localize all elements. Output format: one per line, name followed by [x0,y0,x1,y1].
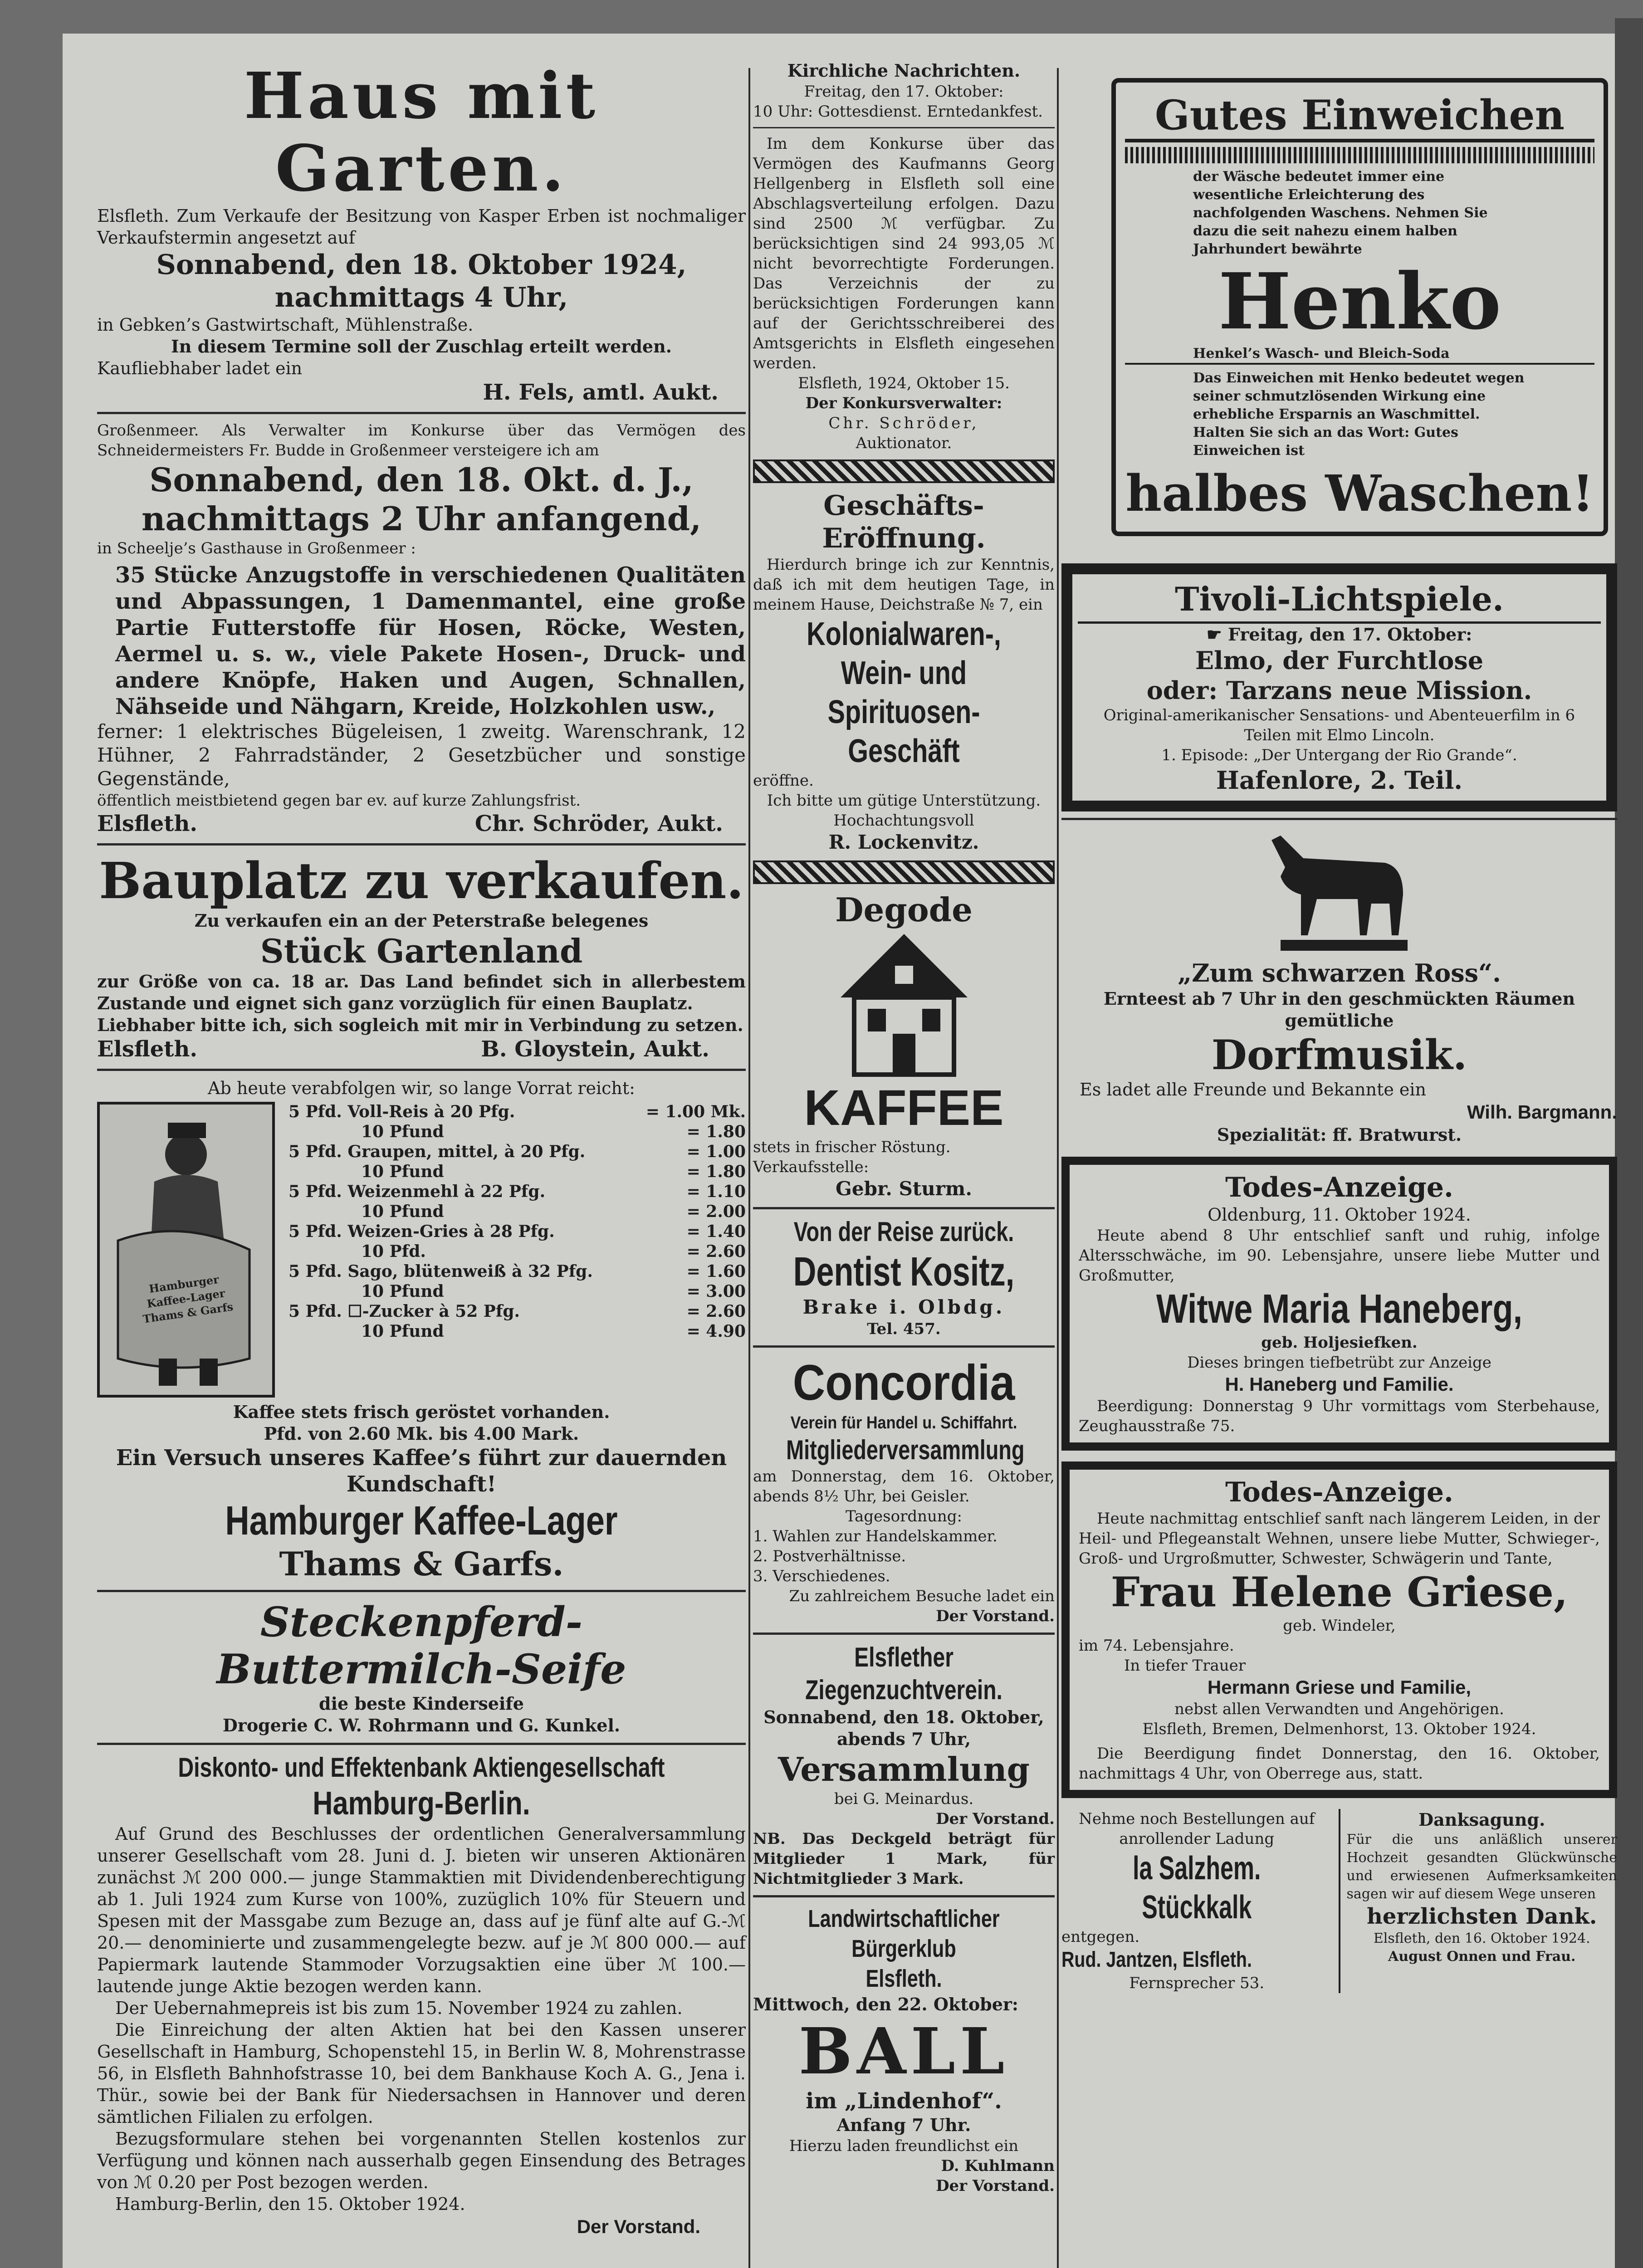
ad-headline: Dentist Kositz, [793,1249,1015,1295]
price-item: 5 Pfd. Weizen-Gries à 28 Pfg. = 1.40 10 Pfd. = 2.60 [289,1222,746,1261]
column-3 [1061,60,1617,1993]
ad-signature: H. Fels, amtl. Aukt. [483,380,719,405]
agenda-item: 3. Verschiedenes. [753,1567,890,1585]
ad-text: bei G. Meinardus. [834,1790,974,1808]
ad-text: Der Konkursverwalter: [805,394,1002,412]
ad-signature: August Onnen und Frau. [1388,1949,1576,1965]
ad-text: zur Größe von ca. 18 ar. Das Land befindet sich in allerbestem Zustande und eignet sich ganz vorzüglich für einen Bauplatz. [97,971,746,1013]
ad-headline: Hamburger Kaffee-Lager [225,1498,618,1544]
ad-paragraph: Hierdurch bringe ich zur Kenntnis, daß ich mit dem heutigen Tage, in meinem Hause, Deichstraße № 7, ein [753,556,1055,614]
ad-text: ferner: 1 elektrisches Bügeleisen, 1 zweitg. Warenschrank, 12 Hühner, 2 Fahrradständer, 2 Gesetzbücher und sonstige Gegenstände, [97,720,746,790]
ad-title: „Zum schwarzen Ross“. [1178,958,1501,987]
agenda-item: 2. Postverhältnisse. [753,1547,906,1565]
ad-text: Kaufliebhaber ladet ein [97,358,303,378]
ad-text: In tiefer Trauer [1124,1657,1246,1675]
ad-signature: Der Vorstand. [936,1607,1055,1625]
ad-paragraph: Beerdigung: Donnerstag 9 Uhr vormittags vom Sterbehause, Zeughausstraße 75. [1079,1397,1600,1435]
ad-text: entgegen. [1061,1928,1140,1946]
ad-paragraph: Der Uebernahmepreis ist bis zum 15. November 1924 zu zahlen. [115,1998,683,2018]
ad-kirchliche [753,60,1055,122]
ad-text: Elsfleth, 1924, Oktober 15. [798,374,1010,392]
ad-text: Dieses bringen tiefbetrübt zur Anzeige [1187,1354,1491,1372]
ad-title: Todes-Anzeige. [1225,1476,1453,1508]
ad-headline: Spirituosen-Geschäft [827,694,980,769]
ad-text: Spezialität: ff. Bratwurst. [1217,1124,1462,1145]
ad-signature: Der Vorstand. [577,2216,700,2237]
ad-headline: oder: Tarzans neue Mission. [1146,676,1532,705]
ad-text: Hochachtungsvoll [833,811,974,830]
column-rule [748,68,750,2268]
ad-title: Tivoli-Lichtspiele. [1078,580,1601,624]
price-item: 5 Pfd. Graupen, mittel, à 20 Pfg. = 1.00 10 Pfund = 1.80 [289,1142,746,1181]
ad-text: Das Einweichen mit Henko bedeutet wegen seiner schmutzlösenden Wirkung eine erhebliche Ersparnis an Waschmittel. Halten Sie sich an das Wort: Gutes Einweichen ist [1193,370,1525,459]
ad-title: Diskonto- und Effektenbank Aktiengesellschaft [178,1752,665,1783]
ad-text: Es ladet alle Freunde und Bekannte ein [1080,1080,1427,1100]
ad-bauplatz [97,852,746,1062]
ad-title: Gutes Einweichen [1125,92,1594,142]
ad-text: Mittwoch, den 22. Oktober: [753,1994,1018,2014]
ad-title: Elsfleth. [866,1965,942,1992]
ad-text: 1. Episode: „Der Untergang der Rio Grande“. [1161,746,1517,764]
ad-text: Anfang 7 Uhr. [836,2115,971,2135]
coffee-sack-porter-icon [97,1102,275,1398]
ad-place: Elsfleth. [97,1036,198,1062]
ad-paragraph: Heute nachmittag entschlief sanft nach längerem Leiden, in der Heil- und Pflegeanstalt Wehnen, unsere liebe Mutter, Schwieger-, Groß- und Urgroßmutter, Schwester, Schwägerin und Tante, [1079,1510,1600,1568]
ad-headline: Versammlung [778,1750,1030,1789]
ad-text: in Scheelje’s Gasthause in Großenmeer : [97,539,416,557]
ad-headline: Mitgliederversammlung [786,1435,1025,1465]
ad-signature: Hermann Griese und Familie, [1207,1677,1472,1698]
stripe-bar [1125,147,1594,163]
ad-text: Tel. 457. [867,1320,941,1338]
price-list [289,1102,746,1398]
ad-headline: KAFFEE [804,1080,1004,1136]
ad-date: Sonnabend, den 18. Oktober 1924, [156,249,687,281]
ad-paragraph: Heute abend 8 Uhr entschlief sanft und ruhig, infolge Altersschwäche, im 90. Lebensjahre, unsere liebe Mutter und Großmutter, [1079,1227,1600,1285]
divider [1061,818,1617,820]
ad-text: Auktionator. [856,434,952,452]
ad-degode-kaffee [753,890,1055,1201]
ad-headline: Wein- und [841,655,967,691]
ad-text: Elsfleth, Bremen, Delmenhorst, 13. Oktober 1924. [1142,1720,1536,1738]
ad-text: Ein Versuch unseres Kaffee’s führt zur dauernden Kundschaft! [116,1445,727,1497]
divider [97,1069,746,1071]
ad-title: Elsflether [854,1642,954,1672]
ad-title: Landwirtschaftlicher [808,1905,1000,1932]
price-item: 5 Pfd. Sago, blütenweiß à 32 Pfg. = 1.60 10 Pfund = 3.00 [289,1262,746,1301]
ad-text: im 74. Lebensjahre. [1079,1637,1234,1655]
divider [753,127,1055,128]
ad-title: Todes-Anzeige. [1225,1172,1453,1203]
ad-text: stets in frischer Röstung. [753,1138,951,1156]
ad-text: Freitag, den 17. Oktober: [804,83,1004,101]
ad-signature: Der Vorstand. [936,2177,1055,2195]
ad-todesanzeige-haneberg [1061,1157,1617,1451]
ad-headline: herzlichsten Dank. [1366,1904,1597,1929]
ad-item-list: 35 Stücke Anzugstoffe in verschiedenen Qualitäten und Abpassungen, 1 Damenmantel, eine große Partie Futterstoffe für Hosen, Röcke, Westen, Aermel u. s. w., viele Pakete Hosen-, Druck- und andere Knöpfe, Haken und Augen, Schnallen, Nähseide und Nähgarn, Kreide, Holzkohlen usw., [115,562,746,719]
ad-dentist [753,1216,1055,1339]
ad-title: Geschäfts-Eröffnung. [822,490,986,554]
ad-headline: Hafenlore, 2. Teil. [1216,766,1463,795]
ad-title: Hamburg-Berlin. [313,1785,530,1822]
ad-text: Verein für Handel u. Schiffahrt. [790,1413,1017,1432]
ad-text: Original-amerikanischer Sensations- und Abenteuerfilm in 6 Teilen mit Elmo Lincoln. [1103,706,1575,744]
ad-text: In diesem Termine soll der Zuschlag erteilt werden. [171,336,672,357]
sack-label: Hamburger Kaffee-Lager Thams & Garfs [142,1272,234,1326]
ad-text: die beste Kinderseife [319,1693,524,1714]
page-edge [1615,18,1643,2268]
ad-diskontobank [97,1751,746,2239]
ad-paragraph: Die Einreichung der alten Aktien hat bei den Kassen unserer Gesellschaft in Hamburg, Schopenstehl 15, in Berlin W. 8, Mohrenstrasse 56, in Elsfleth Bahnhofstrasse 10, bei dem Bankhause Koch A. G., Jena i. Thür., sowie bei der Bank für Niedersachsen in Hannover und deren sämtlichen Filialen zu erfolgen. [97,2020,746,2127]
ad-headline: Stück Gartenland [260,932,583,970]
ad-text: Oldenburg, 11. Oktober 1924. [1208,1205,1471,1225]
ad-signature: Der Vorstand. [936,1810,1055,1828]
ad-headline: BALL [798,2014,1009,2089]
ad-concordia [753,1354,1055,1626]
ad-signature: Rud. Jantzen, Elsfleth. [1061,1948,1252,1972]
ad-buergerklub-ball [753,1904,1055,2196]
column-1 [97,60,746,2239]
ad-schwarzes-ross [1061,826,1617,1146]
ad-title: Bauplatz zu verkaufen. [99,851,744,910]
ad-text: Großenmeer. Als Verwalter im Konkurse über das Vermögen des Schneidermeisters Fr. Budde in Großenmeer versteigere ich am [97,421,746,459]
ad-title: Haus mit Garten. [244,59,599,206]
ad-title: Steckenpferd- [260,1598,583,1646]
price-item: 5 Pfd. ☐-Zucker à 52 Pfg. = 2.60 10 Pfund = 4.90 [289,1302,746,1341]
ad-text: Fernsprecher 53. [1129,1974,1265,1992]
ad-text: geb. Windeler, [1283,1617,1396,1635]
ad-text: Ab heute verabfolgen wir, so lange Vorrat reicht: [208,1078,635,1098]
ad-paragraph: Im dem Konkurse über das Vermögen des Kaufmanns Georg Hellgenberg in Elsfleth soll eine Abschlagsverteilung erfolgen. Dazu sind 2500 ℳ verfügbar. Zu berücksichtigen sind 24 993,05 ℳ nicht bevorrechtigte Forderungen. Das Verzeichnis der zu berücksichtigen Forderungen kann auf der Gerichtsschreiberei des Amtsgerichts in Elsfleth eingesehen werden. [753,135,1055,372]
divider [97,1743,746,1745]
ad-text: Brake i. Olbdg. [802,1296,1005,1318]
ad-todesanzeige-griese [1061,1461,1617,1798]
ad-henko [1111,78,1608,536]
price-item: 5 Pfd. Weizenmehl à 22 Pfg. = 1.10 10 Pfund = 2.00 [289,1182,746,1221]
ad-paragraph: Die Beerdigung findet Donnerstag, den 16. Oktober, nachmittags 4 Uhr, von Oberrege aus, statt. [1079,1745,1600,1783]
divider [753,1633,1055,1635]
ad-konkurs [753,134,1055,453]
column-rule [1057,68,1059,2268]
ad-text: Verkaufsstelle: [753,1158,869,1176]
ad-text: Elsfleth. Zum Verkaufe der Besitzung von Kasper Erben ist nochmaliger Verkaufstermin angesetzt auf [97,206,746,248]
ad-text: Liebhaber bitte ich, sich sogleich mit mir in Verbindung zu setzen. [97,1015,743,1035]
ad-time: nachmittags 4 Uhr, [274,282,568,313]
ad-signature: H. Haneberg und Familie. [1225,1374,1454,1395]
ad-headline: la Salzhem. Stückkalk [1133,1850,1261,1926]
ad-date: Sonnabend, den 18. Okt. d. J., [149,460,694,499]
ad-signature: Gebr. Sturm. [836,1178,972,1200]
ad-text: öffentlich meistbietend gegen bar ev. auf kurze Zahlungsfrist. [97,792,581,810]
ad-text: Zu verkaufen ein an der Peterstraße belegenes [194,910,649,931]
ad-paragraph: Hamburg-Berlin, den 15. Oktober 1924. [115,2194,465,2214]
ad-geschaeftseroeffnung [753,489,1055,854]
ad-text: NB. Das Deckgeld beträgt für Mitglieder 1 Mark, für Nichtmitglieder 3 Mark. [753,1830,1055,1888]
ad-signature: Wilh. Bargmann. [1467,1101,1617,1123]
ad-slogan: halbes Waschen! [1125,464,1594,523]
ad-tivoli [1061,563,1617,811]
ad-text: 10 Uhr: Gottesdienst. Erntedankfest. [753,103,1043,121]
ad-title: Ziegenzuchtverein. [805,1675,1002,1705]
ad-headline: Thams & Garfs. [279,1545,564,1583]
ad-text: Ernteest ab 7 Uhr in den geschmückten Räumen gemütliche [1103,988,1575,1031]
ad-danksagung [1340,1809,1618,1993]
ad-text: Henkel’s Wasch- und Bleich-Soda [1125,345,1594,365]
ad-haus-mit-garten [97,60,746,406]
brand-name: Henko [1218,256,1501,347]
ad-stueckkalk [1061,1809,1340,1993]
ad-text: am Donnerstag, dem 16. Oktober, abends 8½ Uhr, bei Geisler. [753,1467,1055,1505]
ad-text: Zu zahlreichem Besuche ladet ein [789,1587,1055,1605]
ad-text: ☛ Freitag, den 17. Oktober: [1206,624,1472,645]
ad-signature: D. Kuhlmann [941,2157,1055,2175]
ad-text: Pfd. von 2.60 Mk. bis 4.00 Mark. [264,1423,579,1444]
ad-kaffee-lager [97,1077,746,1584]
divider [97,1590,746,1592]
house-logo-icon [753,929,1055,1079]
ad-headline: Kolonialwaren-, [807,616,1001,652]
ad-paragraph: Für die uns anläßlich unserer Hochzeit gesandten Glückwünsche und erwiesenen Aufmerksamkeiten sagen wir auf diesem Wege unseren [1346,1832,1617,1902]
ad-headline: Elmo, der Furchtlose [1195,646,1484,675]
ad-versteigerung [97,420,746,837]
ad-title: Buttermilch-Seife [216,1645,626,1693]
ad-text: nebst allen Verwandten und Angehörigen. [1174,1700,1504,1718]
column-2 [753,60,1055,2196]
ornament-bar [753,459,1055,483]
ad-text: Hierzu laden freundlichst ein [789,2137,1019,2155]
ad-title: Danksagung. [1418,1809,1545,1830]
ad-headline: Dorfmusik. [1211,1031,1467,1079]
ad-text: eröffne. [753,772,814,790]
divider [753,1207,1055,1209]
ad-signature: B. Gloystein, Aukt. [481,1036,709,1062]
ad-text: Drogerie C. W. Rohrmann und G. Kunkel. [222,1715,621,1735]
ad-title: Concordia [792,1355,1015,1411]
ad-title: Degode [835,890,973,929]
ad-text: der Wäsche bedeutet immer eine wesentliche Erleichterung des nachfolgenden Waschens. Nehmen Sie dazu die seit nahezu einem halben Jahrhundert bewährte [1193,169,1488,257]
ad-paragraph: Bezugsformulare stehen bei vorgenannten Stellen kostenlos zur Verfügung und können nach ausserhalb gegen Einsendung des Betrages von ℳ 0.20 per Post bezogen werden. [97,2129,746,2192]
ad-title: Kirchliche Nachrichten. [787,60,1021,81]
ad-ziegenzuchtverein [753,1641,1055,1889]
ad-text: Nehme noch Bestellungen auf anrollender Ladung [1079,1810,1315,1848]
deceased-name: Witwe Maria Haneberg, [1156,1286,1523,1332]
divider [97,412,746,414]
ad-signature: R. Lockenvitz. [828,831,979,853]
divider [97,843,746,846]
ad-text: Kaffee stets frisch geröstet vorhanden. [233,1402,610,1422]
ornament-bar [753,860,1055,884]
divider [753,1895,1055,1897]
ad-text: in Gebken’s Gastwirtschaft, Mühlenstraße. [97,315,474,335]
ad-text: Tagesordnung: [845,1507,963,1525]
horse-icon [1061,826,1617,958]
ad-text: Chr. Schröder, [828,414,979,432]
divider [753,1345,1055,1348]
ad-text: Elsfleth, den 16. Oktober 1924. [1373,1931,1590,1946]
ad-text: geb. Holjesiefken. [1261,1334,1418,1352]
ad-text: Von der Reise zurück. [793,1217,1014,1247]
price-item: 5 Pfd. Voll-Reis à 20 Pfg. = 1.00 Mk. 10 Pfund = 1.80 [289,1102,746,1141]
ad-place: Elsfleth. [97,811,198,836]
ad-time: nachmittags 2 Uhr anfangend, [141,499,702,538]
deceased-name: Frau Helene Griese, [1110,1568,1568,1616]
ad-text: im „Lindenhof“. [806,2088,1002,2114]
ad-signature: Chr. Schröder, Aukt. [474,811,723,836]
ad-title: Bürgerklub [851,1935,956,1962]
ad-steckenpferd [97,1598,746,1736]
ad-paragraph: Auf Grund des Beschlusses der ordentlichen Generalversammlung unserer Gesellschaft vom 28. Juni d. J. bieten wir unseren Aktionären zunächst ℳ 200 000.— junge Stammaktien mit Dividendenberechtigung ab 1. Juli 1924 zum Kurse von 100%, zuzüglich 10% für Steuern und Spesen mit der Massgabe zum Bezuge an, dass auf je fünf alte auf G.-ℳ 20.— denominierte und zusammengelegte bezw. auf je ℳ 800 000.— auf Papiermark lautende Stammoder Vorzugsaktien eine über ℳ 100.— lautende junge Aktie bezogen werden kann. [97,1824,746,1996]
agenda-item: 1. Wahlen zur Handelskammer. [753,1527,998,1545]
ad-text: Sonnabend, den 18. Oktober, abends 7 Uhr, [763,1707,1044,1749]
ad-text: Ich bitte um gütige Unterstützung. [767,792,1041,810]
